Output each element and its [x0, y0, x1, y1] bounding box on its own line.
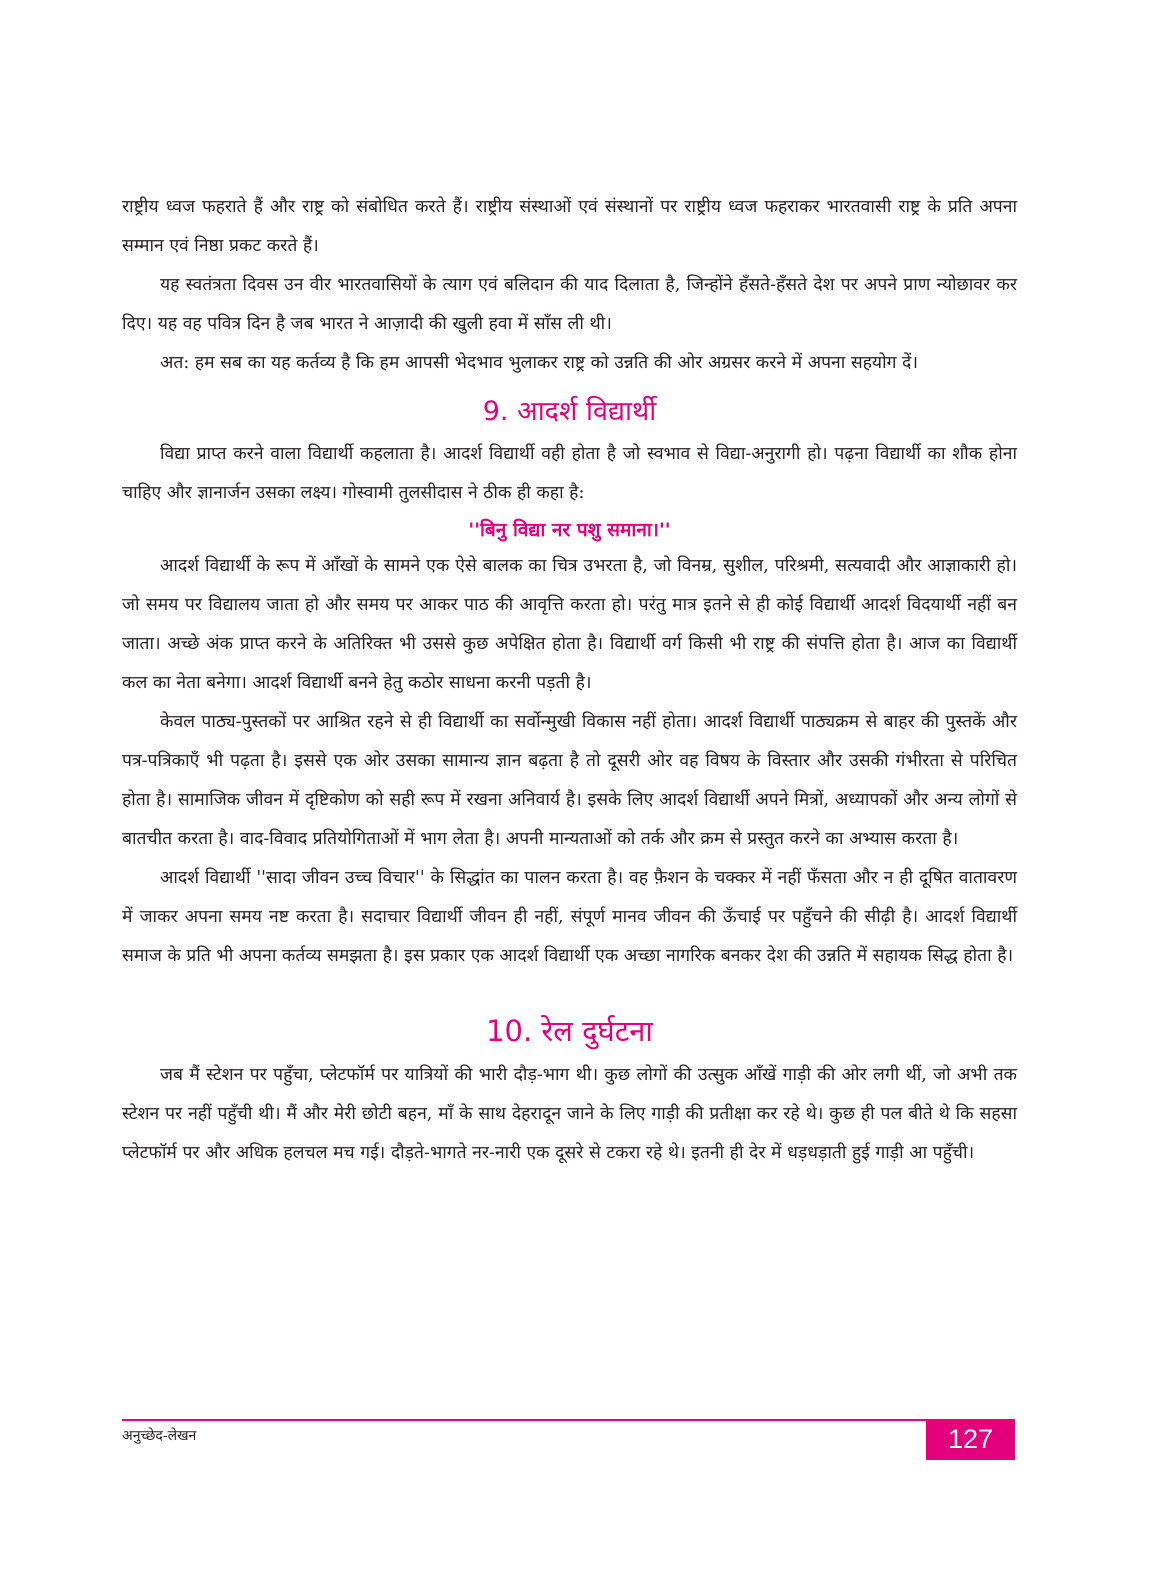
section-9-quote: ''बिनु विद्या नर पशु समाना।'' — [468, 519, 671, 541]
section-10-title: 10. रेल दुर्घटना — [486, 1014, 653, 1048]
section-9-paragraph-1: विद्या प्राप्त करने वाला विद्यार्थी कहलाता है। आदर्श विद्यार्थी वही होता है जो स्वभाव से विद्या-अनुरागी हो। पढ़ना विद्यार्थी का शौक होना चाहिए और ज्ञानार्जन उसका लक्ष्य। गोस्वामी तुलसीदास ने ठीक ही कहा है: — [122, 444, 1017, 503]
section-9-paragraph-2: आदर्श विद्यार्थी के रूप में आँखों के सामने एक ऐसे बालक का चित्र उभरता है, जो विनम्र, सुशील, परिश्रमी, सत्यवादी और आज्ञाकारी हो। जो समय पर विद्यालय जाता हो और समय पर आकर पाठ की आवृत्ति करता हो। परंतु मात्र इतने से ही कोई विद्यार्थी आदर्श विदयार्थी नहीं बन जाता। अच्छे अंक प्राप्त करने के अतिरिक्त भी उससे कुछ अपेक्षित होता है। विद्यार्थी वर्ग किसी भी राष्ट्र की संपत्ति होता है। आज का विद्यार्थी कल का नेता बनेगा। आदर्श विद्यार्थी बनने हेतु कठोर साधना करनी पड़ती है। — [122, 556, 1017, 693]
section-9-paragraph-3: केवल पाठ्य-पुस्तकों पर आश्रित रहने से ही विद्यार्थी का सर्वोन्मुखी विकास नहीं होता। आदर्श विद्यार्थी पाठ्यक्रम से बाहर की पुस्तकें और पत्र-पत्रिकाएँ भी पढ़ता है। इससे एक ओर उसका सामान्य ज्ञान बढ़ता है तो दूसरी ओर वह विषय के विस्तार और उसकी गंभीरता से परिचित होता है। सामाजिक जीवन में दृष्टिकोण को सही रूप में रखना अनिवार्य है। इसके लिए आदर्श विद्यार्थी अपने मित्रों, अध्यापकों और अन्य लोगों से बातचीत करता है। वाद-विवाद प्रतियोगिताओं में भाग लेता है। अपनी मान्यताओं को तर्क और क्रम से प्रस्तुत करने का अभ्यास करता है। — [122, 712, 1017, 849]
paragraph-intro-1: राष्ट्रीय ध्वज फहराते हैं और राष्ट्र को संबोधित करते हैं। राष्ट्रीय संस्थाओं एवं संस्थानों पर राष्ट्रीय ध्वज फहराकर भारतवासी राष्ट्र के प्रति अपना सम्मान एवं निष्ठा प्रकट करते हैं। — [122, 197, 1017, 256]
paragraph-intro-3: अत: हम सब का यह कर्तव्य है कि हम आपसी भेदभाव भुलाकर राष्ट्र को उन्नति की ओर अग्रसर करने में अपना सहयोग दें। — [160, 353, 918, 373]
page-content — [122, 188, 1017, 1173]
page-number-badge: 127 — [926, 1419, 1015, 1460]
footer-section-label: अनुच्छेद-लेखन — [122, 1428, 197, 1444]
paragraph-intro-2: यह स्वतंत्रता दिवस उन वीर भारतवासियों के त्याग एवं बलिदान की याद दिलाता है, जिन्होंने हँसते-हँसते देश पर अपने प्राण न्योछावर कर दिए। यह वह पवित्र दिन है जब भारत ने आज़ादी की खुली हवा में साँस ली थी। — [122, 275, 1017, 334]
section-9-paragraph-4: आदर्श विद्यार्थी ''सादा जीवन उच्च विचार'' के सिद्धांत का पालन करता है। वह फ़ैशन के चक्कर में नहीं फँसता और न ही दूषित वातावरण में जाकर अपना समय नष्ट करता है। सदाचार विद्यार्थी जीवन ही नहीं, संपूर्ण मानव जीवन की ऊँचाई पर पहुँचने की सीढ़ी है। आदर्श विद्यार्थी समाज के प्रति भी अपना कर्तव्य समझता है। इस प्रकार एक आदर्श विद्यार्थी एक अच्छा नागरिक बनकर देश की उन्नति में सहायक सिद्ध होता है। — [122, 868, 1017, 966]
footer-divider — [122, 1419, 1015, 1421]
section-9-title: 9. आदर्श विद्यार्थी — [482, 396, 657, 427]
section-10-paragraph-1: जब मैं स्टेशन पर पहुँचा, प्लेटफॉर्म पर यात्रियों की भारी दौड़-भाग थी। कुछ लोगों की उत्सुक आँखें गाड़ी की ओर लगी थीं, जो अभी तक स्टेशन पर नहीं पहुँची थी। मैं और मेरी छोटी बहन, माँ के साथ देहरादून जाने के लिए गाड़ी की प्रतीक्षा कर रहे थे। कुछ ही पल बीते थे कि सहसा प्लेटफॉर्म पर और अधिक हलचल मच गई। दौड़ते-भागते नर-नारी एक दूसरे से टकरा रहे थे। इतनी ही देर में धड़धड़ाती हुई गाड़ी आ पहुँची। — [122, 1065, 1017, 1163]
